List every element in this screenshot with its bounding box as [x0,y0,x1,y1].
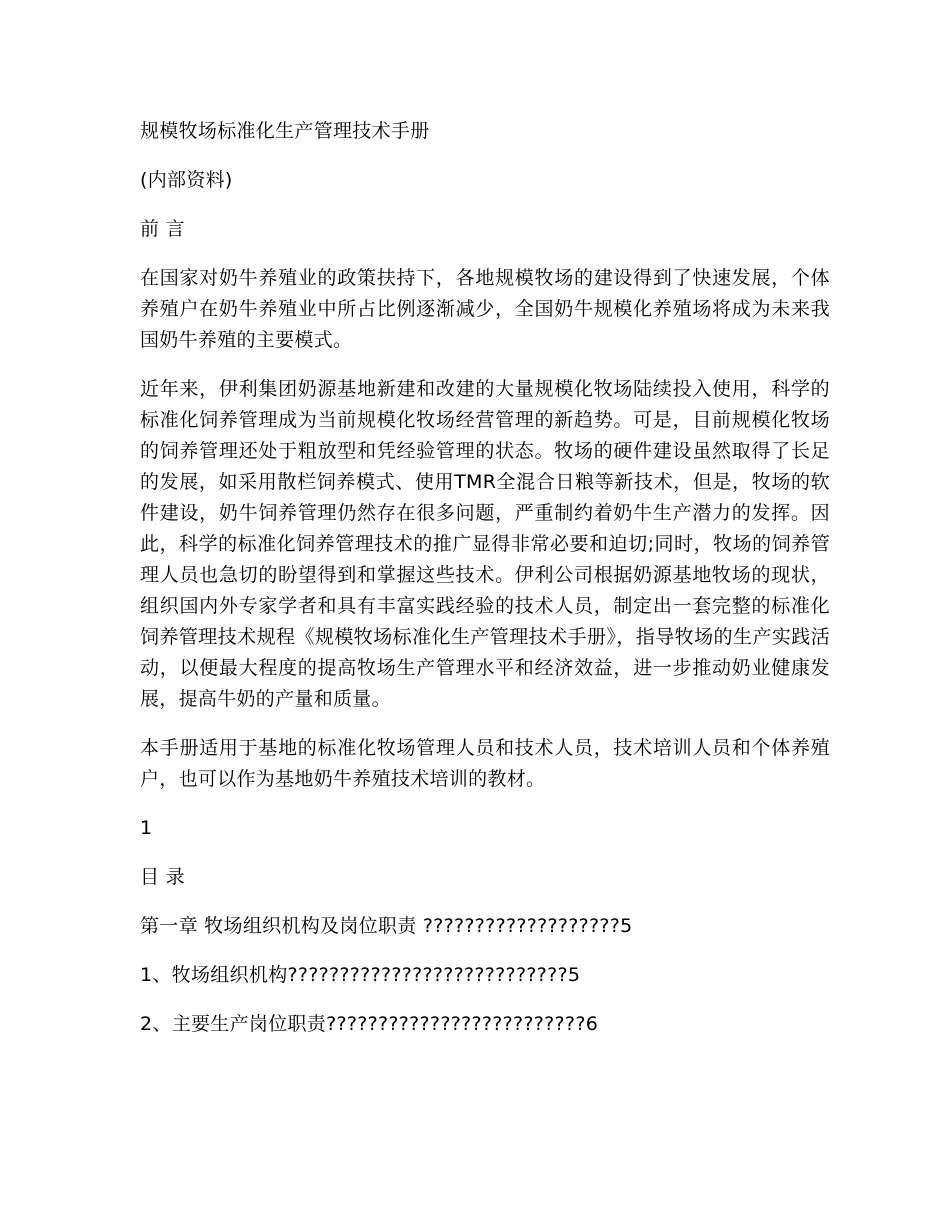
document-body [140,116,830,1058]
document-title: 规模牧场标准化生产管理技术手册 [140,120,430,142]
toc-item: 2、主要生产岗位职责?????????????????????????6 [140,1013,599,1035]
paragraph: 近年来，伊利集团奶源基地新建和改建的大量规模化牧场陆续投入使用，科学的标准化饲养管理成为当前规模化牧场经营管理的新趋势。可是，目前规模化牧场的饲养管理还处于粗放型和凭经验管理的状态。牧场的硬件建设虽然取得了长足的发展，如采用散栏饲养模式、使用TMR全混合日粮等新技术，但是，牧场的软件建设，奶牛饲养管理仍然存在很多问题，严重制约着奶牛生产潜力的发挥。因此，科学的标准化饲养管理技术的推广显得非常必要和迫切;同时，牧场的饲养管理人员也急切的盼望得到和掌握这些技术。伊利公司根据奶源基地牧场的现状，组织国内外专家学者和具有丰富实践经验的技术人员，制定出一套完整的标准化饲养管理技术规程《规模牧场标准化生产管理技术手册》，指导牧场的生产实践活动，以便最大程度的提高牧场生产管理水平和经济效益，进一步推动奶业健康发展，提高牛奶的产量和质量。 [140,378,830,710]
preface-heading: 前 言 [140,218,185,240]
toc-heading: 目 录 [140,866,185,888]
paragraph: 在国家对奶牛养殖业的政策扶持下，各地规模牧场的建设得到了快速发展，个体养殖户在奶牛养殖业中所占比例逐渐减少，全国奶牛规模化养殖场将成为未来我国奶牛养殖的主要模式。 [140,267,830,351]
toc-item: 第一章 牧场组织机构及岗位职责 ???????????????????5 [140,915,633,937]
toc-item: 1、牧场组织机构???????????????????????????5 [140,964,581,986]
paragraph: 本手册适用于基地的标准化牧场管理人员和技术人员，技术培训人员和个体养殖户，也可以作为基地奶牛养殖技术培训的教材。 [140,737,830,790]
page-number: 1 [140,817,153,839]
document-subtitle: (内部资料) [140,169,233,191]
